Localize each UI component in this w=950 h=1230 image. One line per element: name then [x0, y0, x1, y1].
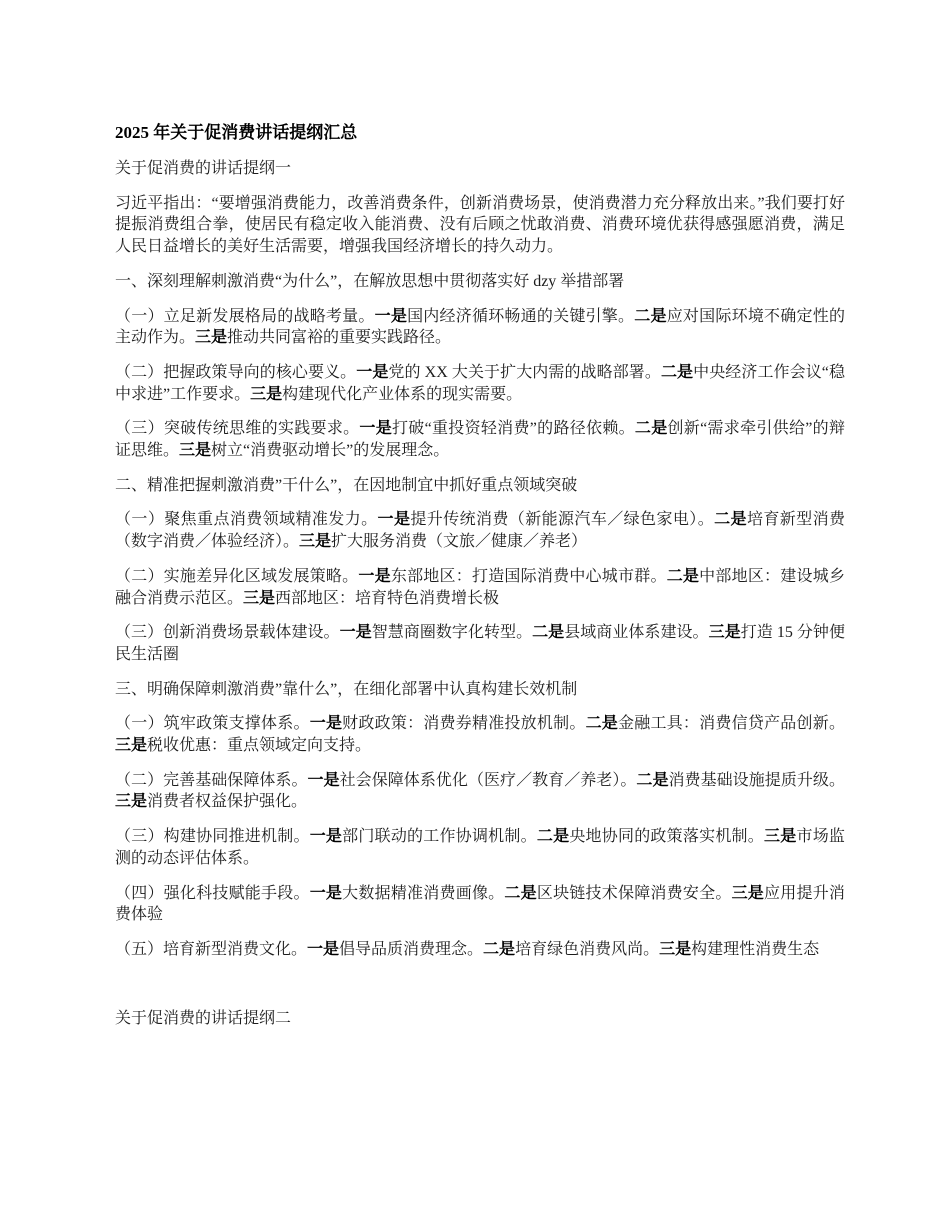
text-run: （二）把握政策导向的核心要义。	[115, 363, 357, 381]
bold-run: 三是	[115, 737, 148, 755]
bold-run: 2025 年关于促消费讲话提纲汇总	[115, 123, 358, 142]
text-run: 创新“需求牵引供给”的辩证思维。	[115, 420, 845, 460]
text-run: 财政政策：消费券精准投放机制。	[342, 715, 586, 733]
document-title	[115, 121, 845, 145]
section-2-item-3	[115, 622, 845, 665]
text-run: （二）完善基础保障体系。	[115, 771, 308, 789]
bold-run: 三是	[243, 589, 276, 607]
bold-run: 三是	[731, 884, 765, 902]
text-run: 培育绿色消费风尚。	[515, 940, 660, 958]
section-2-heading	[115, 475, 845, 497]
bold-run: 二是	[666, 567, 700, 585]
bold-run: 三是	[115, 793, 148, 811]
bold-run: 二是	[634, 420, 668, 438]
text-run: （三）构建协同推进机制。	[115, 828, 310, 846]
bold-run: 一是	[309, 715, 343, 733]
text-run: 区块链技术保障消费安全。	[536, 884, 732, 902]
bold-run: 二是	[532, 624, 565, 642]
text-run: 大数据精准消费画像。	[342, 884, 505, 902]
text-run: 培育新型消费（数字消费／体验经济）。	[115, 511, 845, 551]
section-2-item-2	[115, 566, 845, 609]
text-run: 打破“重投资轻消费”的路径依赖。	[392, 420, 635, 438]
bold-run: 三是	[659, 940, 692, 958]
text-run: 提升传统消费（新能源汽车／绿色家电）。	[410, 511, 715, 529]
bold-run: 一是	[356, 363, 389, 381]
text-run: （一）立足新发展格局的战略考量。	[115, 307, 375, 325]
outline-1-subtitle	[115, 158, 845, 180]
section-3-heading	[115, 679, 845, 701]
bold-run: 三是	[179, 442, 212, 460]
text-run: 树立“消费驱动增长”的发展理念。	[211, 442, 450, 460]
bold-run: 三是	[299, 533, 332, 551]
bold-run: 三是	[708, 624, 741, 642]
text-run: （三）突破传统思维的实践要求。	[115, 420, 360, 438]
bold-run: 一是	[359, 420, 393, 438]
section-1-item-1	[115, 306, 845, 349]
bold-run: 二是	[660, 363, 694, 381]
bold-run: 二是	[504, 884, 537, 902]
text-run: 一、深刻理解刺激消费“为什么”，在解放思想中贯彻落实好 dzy 举措部署	[115, 272, 625, 290]
bold-run: 一是	[339, 624, 372, 642]
bold-run: 二是	[714, 511, 747, 529]
bold-run: 一是	[307, 771, 340, 789]
text-run: 党的 XX 大关于扩大内需的战略部署。	[388, 363, 661, 381]
text-run: 西部地区：培育特色消费增长极	[275, 589, 500, 607]
text-run: 三、明确保障刺激消费”靠什么”，在细化部署中认真构建长效机制	[115, 680, 578, 698]
section-3-item-2	[115, 770, 845, 813]
text-run: 部门联动的工作协调机制。	[342, 828, 537, 846]
intro-paragraph	[115, 193, 845, 258]
text-run: 关于促消费的讲话提纲二	[115, 1010, 292, 1028]
bold-run: 二是	[634, 307, 667, 325]
bold-run: 一是	[309, 884, 343, 902]
section-1-heading	[115, 271, 845, 293]
outline-2-subtitle	[115, 1008, 845, 1030]
bold-run: 三是	[764, 828, 797, 846]
text-run: 税收优惠：重点领域定向支持。	[147, 737, 372, 755]
text-run: 构建理性消费生态	[691, 940, 820, 958]
text-run: 应用提升消费体验	[115, 884, 845, 924]
text-run: 打造 15 分钟便民生活圈	[115, 624, 845, 663]
text-run: 社会保障体系优化（医疗／教育／养老）。	[339, 771, 637, 789]
text-run: （二）实施差异化区域发展策略。	[115, 567, 359, 585]
bold-run: 三是	[250, 385, 283, 403]
bold-run: 一是	[377, 511, 411, 529]
text-run: （一）筑牢政策支撑体系。	[115, 715, 310, 733]
section-3-item-4	[115, 883, 845, 926]
bold-run: 二是	[636, 771, 669, 789]
text-run: 国内经济循环畅通的关键引擎。	[407, 307, 635, 325]
bold-run: 二是	[585, 715, 619, 733]
text-run: 倡导品质消费理念。	[339, 940, 484, 958]
section-1-item-2	[115, 362, 845, 405]
text-run: 习近平指出：“要增强消费能力，改善消费条件，创新消费场景，使消费潜力充分释放出来。”我们要打好提振消费组合拳，使居民有稳定收入能消费、没有后顾之忧敢消费、消费环境优获得感强愿消费，满足人民日益增长的美好生活需要，增强我国经济增长的持久动力。	[115, 194, 845, 256]
section-1-item-3	[115, 418, 845, 461]
document-body	[115, 121, 845, 1030]
text-run: （四）强化科技赋能手段。	[115, 884, 310, 902]
bold-run: 一是	[309, 828, 343, 846]
text-run: （五）培育新型消费文化。	[115, 940, 308, 958]
text-run: 扩大服务消费（文旅／健康／养老）	[331, 533, 588, 551]
text-run: 中央经济工作会议“稳中求进”工作要求。	[115, 363, 845, 403]
text-run: 市场监测的动态评估体系。	[115, 828, 845, 867]
text-run: 金融工具：消费信贷产品创新。	[618, 715, 845, 733]
text-run: 央地协同的政策落实机制。	[569, 828, 765, 846]
bold-run: 一是	[307, 940, 340, 958]
bold-run: 二是	[483, 940, 516, 958]
section-3-item-3	[115, 826, 845, 869]
section-2-item-1	[115, 509, 845, 552]
bold-run: 一是	[358, 567, 391, 585]
text-run: 二、精准把握刺激消费”干什么”，在因地制宜中抓好重点领域突破	[115, 476, 578, 494]
bold-run: 一是	[374, 307, 408, 325]
text-run: 消费基础设施提质升级。	[668, 771, 845, 789]
text-run: 推动共同富裕的重要实践路径。	[227, 329, 452, 347]
text-run: 东部地区：打造国际消费中心城市群。	[390, 567, 667, 585]
section-3-item-1	[115, 713, 845, 756]
text-run: （一）聚焦重点消费领域精准发力。	[115, 511, 378, 529]
blank-line	[115, 974, 845, 996]
text-run: 中部地区：建设城乡融合消费示范区。	[115, 567, 845, 607]
bold-run: 二是	[536, 828, 570, 846]
text-run: 构建现代化产业体系的现实需要。	[282, 385, 523, 403]
text-run: 应对国际环境不确定性的主动作为。	[115, 307, 845, 347]
section-3-item-5	[115, 939, 845, 961]
text-run: （三）创新消费场景载体建设。	[115, 624, 340, 642]
text-run: 消费者权益保护强化。	[147, 793, 308, 811]
text-run: 县域商业体系建设。	[564, 624, 709, 642]
text-run: 关于促消费的讲话提纲一	[115, 160, 292, 177]
bold-run: 三是	[195, 329, 228, 347]
text-run: 智慧商圈数字化转型。	[371, 624, 533, 642]
